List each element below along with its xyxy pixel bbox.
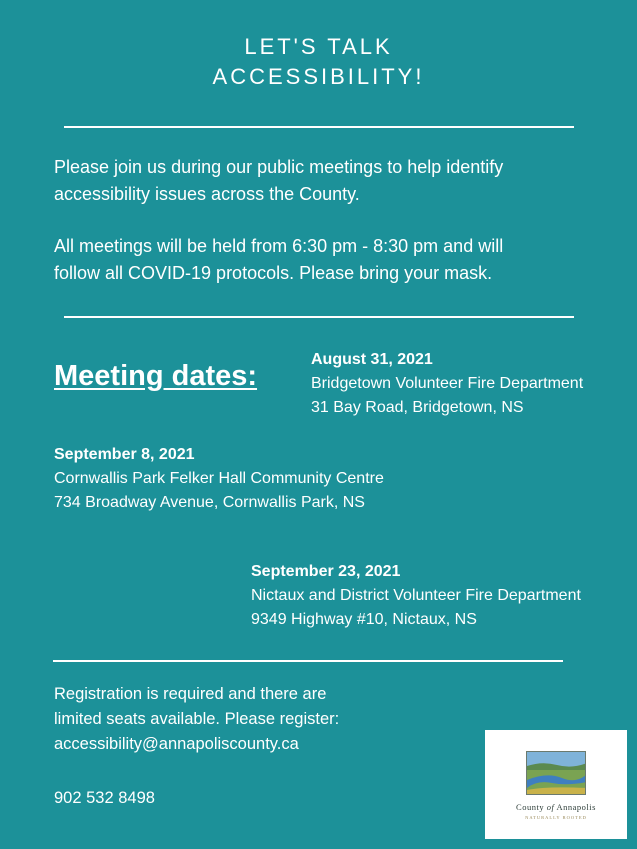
logo-name-suffix: Annapolis (556, 802, 596, 812)
meeting-1-date: August 31, 2021 (311, 351, 433, 368)
registration-line-2: limited seats available. Please register: (54, 710, 340, 728)
meeting-3-venue: Nictaux and District Volunteer Fire Department (251, 587, 581, 604)
logo-county-name (485, 802, 627, 812)
meeting-3-date: September 23, 2021 (251, 563, 401, 580)
intro-p2-line2: follow all COVID-19 protocols. Please bring your mask. (54, 263, 493, 283)
divider-middle (64, 316, 574, 318)
registration-block (54, 682, 474, 757)
meeting-2-address: 734 Broadway Avenue, Cornwallis Park, NS (54, 494, 365, 511)
meeting-2 (54, 443, 614, 515)
intro-paragraph-1 (54, 154, 614, 208)
divider-bottom (53, 660, 563, 662)
logo-name-of: of (546, 802, 555, 812)
divider-top (64, 126, 574, 128)
meeting-1 (311, 348, 631, 420)
intro-p2-line1: All meetings will be held from 6:30 pm - 8:30 pm and will (54, 236, 504, 256)
meeting-3 (251, 560, 631, 632)
landscape-icon (526, 751, 586, 795)
intro-p1-line2: accessibility issues across the County. (54, 184, 360, 204)
county-logo (485, 730, 627, 839)
title-line-2: ACCESSIBILITY! (212, 64, 425, 89)
meeting-2-date: September 8, 2021 (54, 446, 195, 463)
registration-email[interactable]: accessibility@annapoliscounty.ca (54, 735, 299, 753)
logo-name-prefix: County (516, 802, 545, 812)
logo-tagline: NATURALLY ROOTED (525, 815, 587, 820)
registration-phone[interactable]: 902 532 8498 (54, 789, 155, 807)
registration-line-1: Registration is required and there are (54, 685, 327, 703)
meeting-1-address: 31 Bay Road, Bridgetown, NS (311, 399, 524, 416)
title-line-1: LET'S TALK (244, 34, 393, 59)
poster-title (0, 32, 637, 92)
meeting-3-address: 9349 Highway #10, Nictaux, NS (251, 611, 477, 628)
intro-p1-line1: Please join us during our public meetings to help identify (54, 157, 504, 177)
intro-paragraph-2 (54, 233, 614, 287)
meeting-dates-heading: Meeting dates: (54, 360, 258, 392)
meeting-1-venue: Bridgetown Volunteer Fire Department (311, 375, 584, 392)
meeting-2-venue: Cornwallis Park Felker Hall Community Centre (54, 470, 384, 487)
